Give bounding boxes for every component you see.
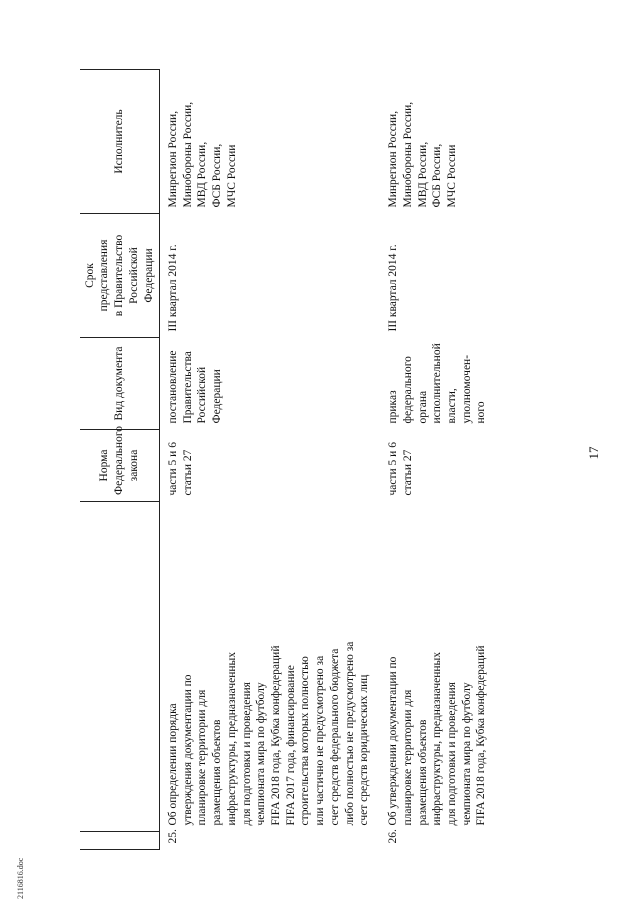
table-row xyxy=(380,70,497,850)
header-name xyxy=(80,502,160,832)
row-term: III квартал 2014 г. xyxy=(387,244,400,332)
page-number: 17 xyxy=(586,446,601,460)
header-term: Срок представления в Правительство Российской Федерации xyxy=(80,214,160,338)
row-executor: Минрегион России, Минобороны России, МВД России, ФСБ России, МЧС России xyxy=(387,101,458,208)
row-term: III квартал 2014 г. xyxy=(167,244,179,332)
header-doc-type: Вид документа xyxy=(80,338,160,430)
row-doc-type: приказ федерального органа исполнительной власти, уполномочен- ного xyxy=(387,343,488,424)
table-header-row xyxy=(80,70,160,850)
header-number xyxy=(80,832,160,850)
row-executor: Минрегион России, Минобороны России, МВД России, ФСБ России, МЧС России xyxy=(167,101,238,208)
table-row xyxy=(160,70,381,850)
header-norm: Норма Федерального закона xyxy=(80,430,160,502)
row-norm: части 5 и 6 статьи 27 xyxy=(167,442,194,496)
row-number: 26. xyxy=(387,829,400,844)
row-doc-type: постановление Правительства Российской Федерации xyxy=(167,350,224,424)
decree-table xyxy=(80,69,497,850)
document-code: 2116816.doc xyxy=(16,857,25,899)
row-name: Об утверждении документации по планировке территории для размещения объектов инфраструктуры, предназначенных для подготовки и проведения чемпионата мира по футболу FIFA 2018 года, Кубка конфедераций xyxy=(387,645,488,826)
row-number: 25. xyxy=(167,829,179,844)
row-name: Об определении порядка утверждения документации по планировке территории для размещения объектов инфраструктуры, предназначенных для подготовки и проведения чемпионата мира по футболу FIFA 2018 года, Кубка конфедераций FIFA 2017 года, финансирование строительства которых полностью или частично не предусмотрено за счет средств федерального бюджета либо полностью не предусмотрено за счет средств юридических лиц xyxy=(167,641,371,826)
header-executor: Исполнитель xyxy=(80,70,160,214)
row-norm: части 5 и 6 статьи 27 xyxy=(387,442,414,496)
